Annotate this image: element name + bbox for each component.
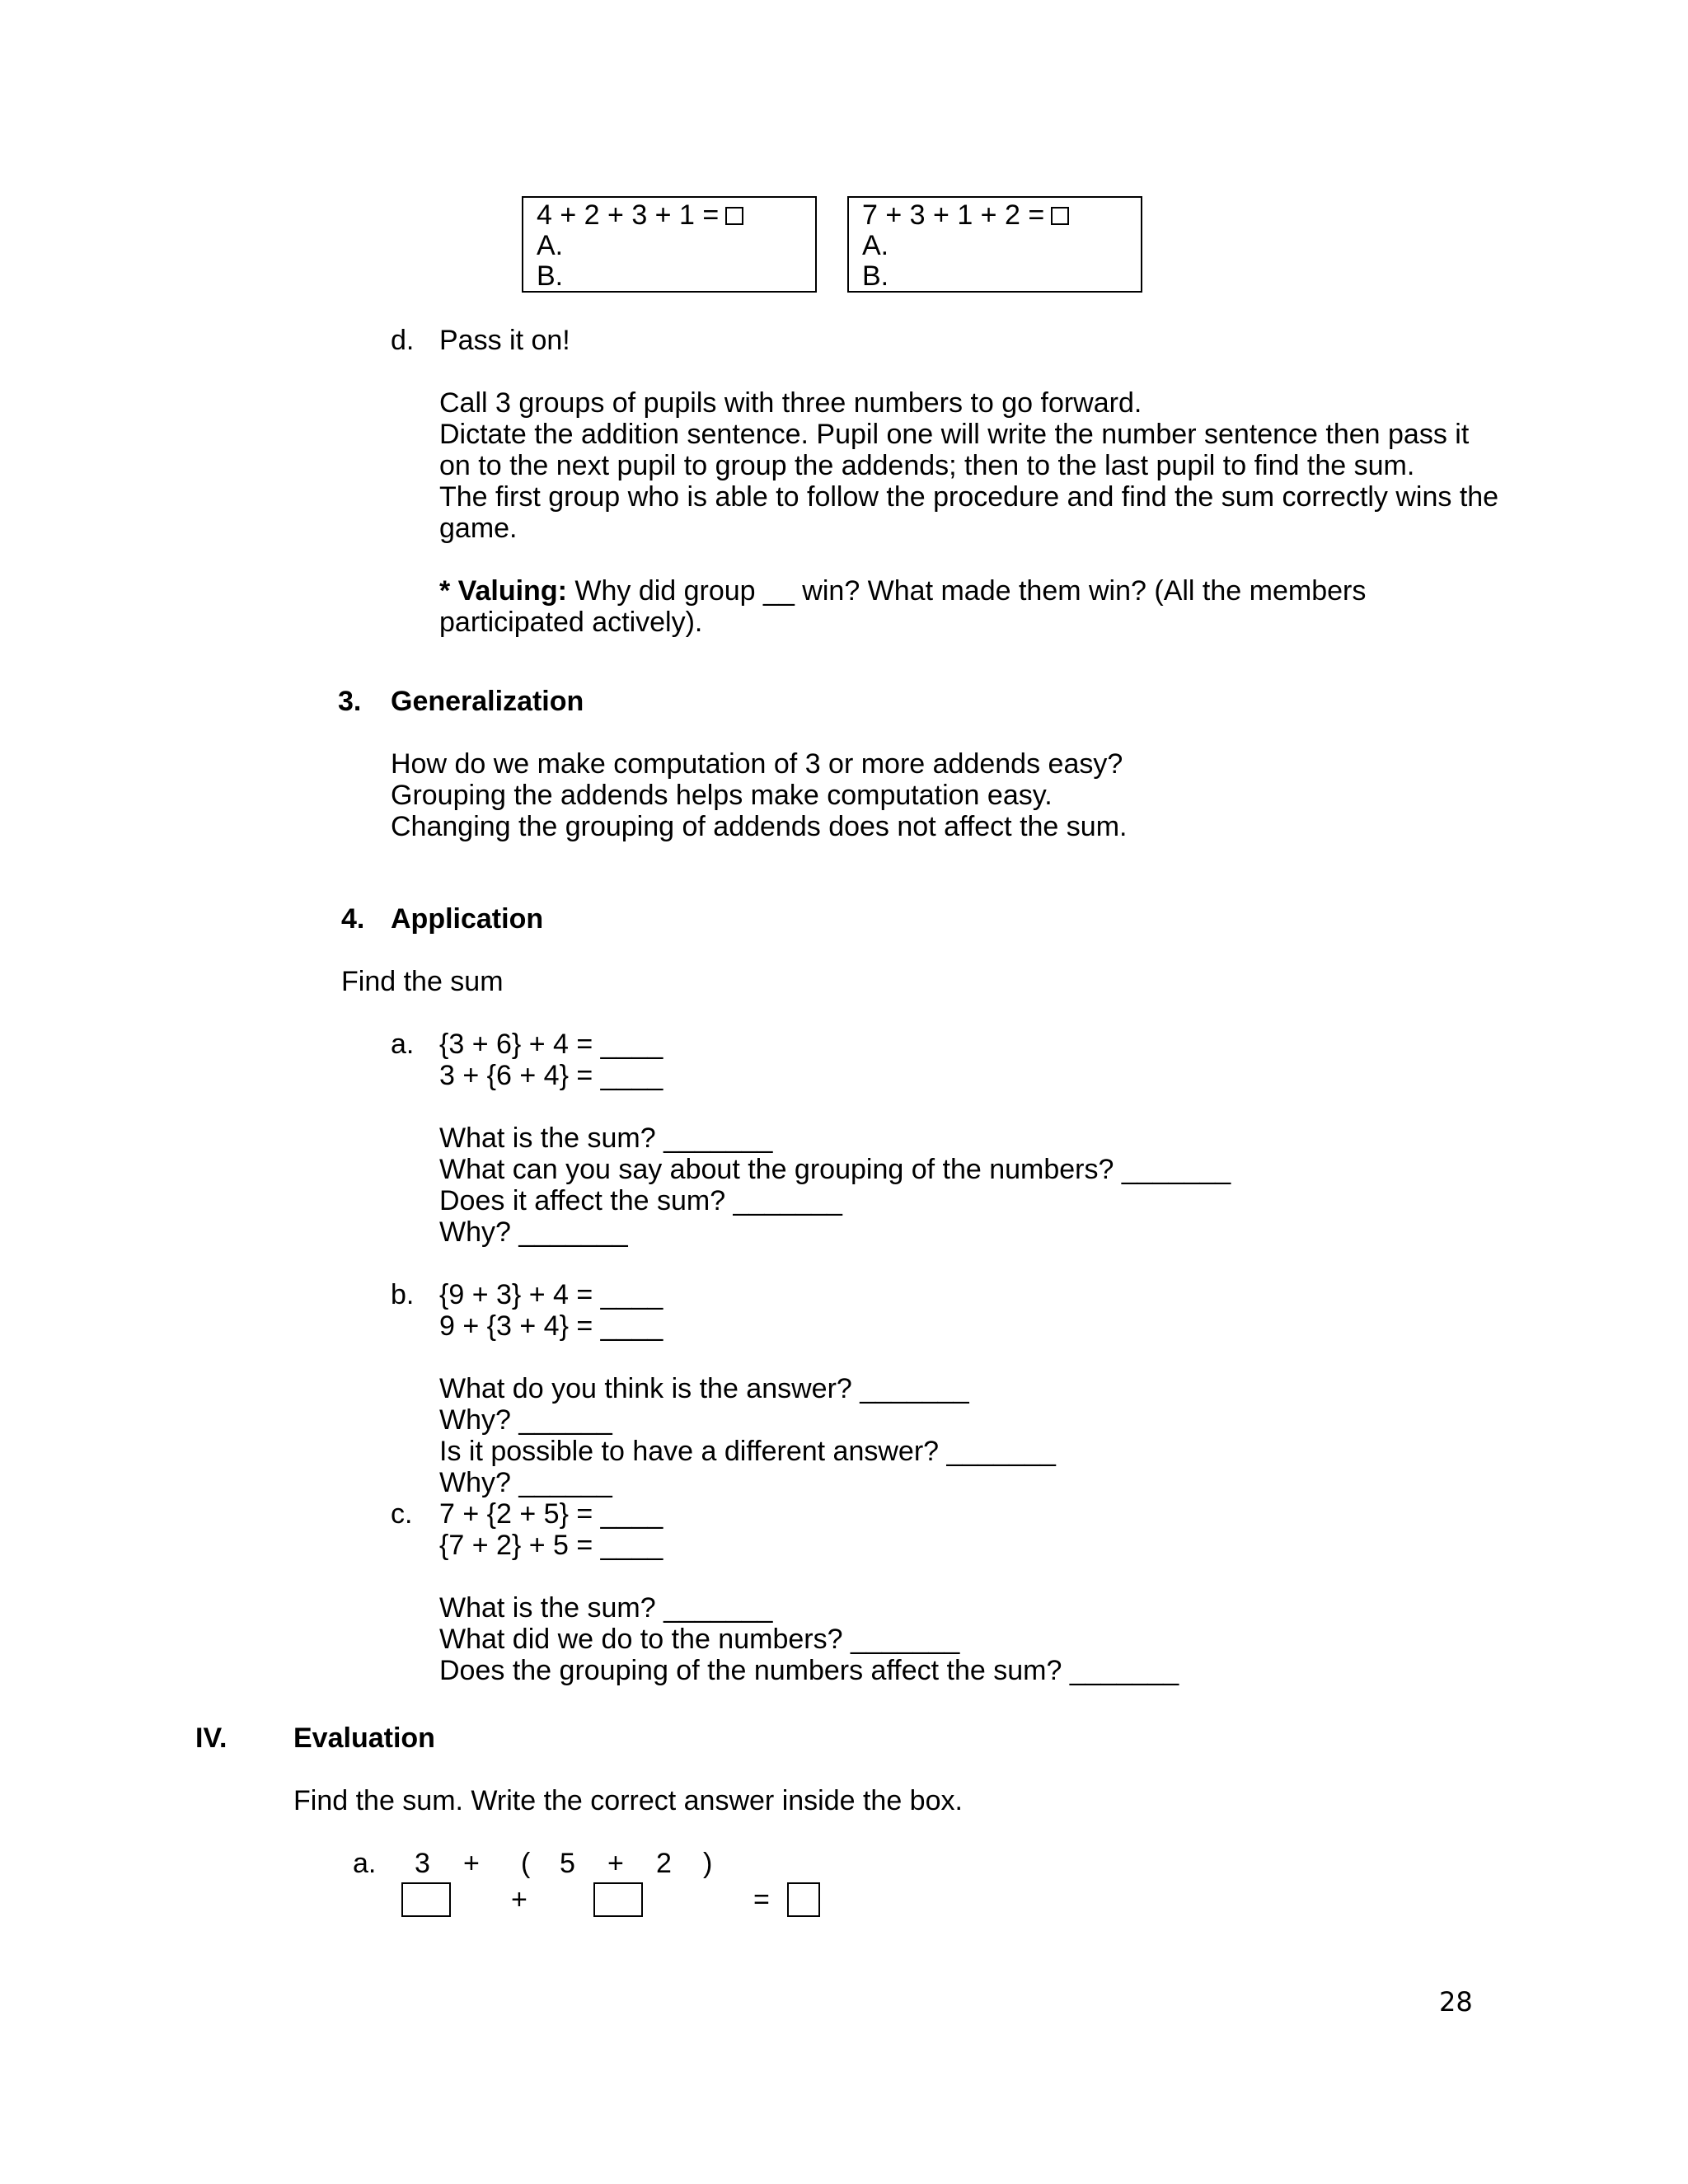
paragraph-line: game. <box>439 513 518 544</box>
paragraph-line: The first group who is able to follow the procedure and find the sum correctly wins the <box>439 481 1499 513</box>
plus-sign: + <box>511 1884 528 1915</box>
generalization-line: Changing the grouping of addends does not affect the sum. <box>391 811 1128 842</box>
equation-line: {9 + 3} + 4 = ____ <box>439 1279 663 1310</box>
equation-box-2 <box>847 196 1142 293</box>
box-line-b: B. <box>537 260 564 292</box>
equation-line: {7 + 2} + 5 = ____ <box>439 1530 663 1561</box>
expr-token: 2 <box>656 1848 672 1879</box>
paragraph-line: Call 3 groups of pupils with three numbers to go forward. <box>439 387 1142 419</box>
paragraph-line: on to the next pupil to group the addends; then to the last pupil to find the sum. <box>439 450 1415 481</box>
generalization-heading: Generalization <box>391 686 584 717</box>
answer-box[interactable] <box>593 1882 643 1917</box>
valuing-line <box>439 575 1366 607</box>
equation-line: {3 + 6} + 4 = ____ <box>439 1029 663 1060</box>
question-line: Why? ______ <box>439 1467 612 1498</box>
question-line: What did we do to the numbers? _______ <box>439 1624 960 1655</box>
answer-box[interactable] <box>787 1882 820 1917</box>
expr-token: + <box>463 1848 480 1879</box>
question-line: Why? ______ <box>439 1404 612 1436</box>
question-line: What is the sum? _______ <box>439 1122 773 1154</box>
generalization-line: Grouping the addends helps make computation easy. <box>391 780 1053 811</box>
paragraph-line: Dictate the addition sentence. Pupil one will write the number sentence then pass it <box>439 419 1470 450</box>
answer-box[interactable] <box>401 1882 451 1917</box>
application-heading: Application <box>391 903 544 935</box>
answer-square-icon <box>725 207 743 225</box>
generalization-line: How do we make computation of 3 or more addends easy? <box>391 748 1123 780</box>
box-line-a: A. <box>862 230 889 261</box>
item-marker: b. <box>391 1279 415 1310</box>
question-line: What can you say about the grouping of the numbers? _______ <box>439 1154 1231 1185</box>
page-number: 28 <box>1439 1986 1473 2018</box>
expr-token: + <box>607 1848 624 1879</box>
pass-it-on-title: Pass it on! <box>439 325 570 356</box>
question-line: Does the grouping of the numbers affect the sum? _______ <box>439 1655 1179 1686</box>
section-number: 4. <box>341 903 365 935</box>
equation-line: 9 + {3 + 4} = ____ <box>439 1310 663 1342</box>
answer-square-icon <box>1051 207 1069 225</box>
question-line: What is the sum? _______ <box>439 1592 773 1624</box>
box-line-a: A. <box>537 230 564 261</box>
item-marker: a. <box>353 1848 377 1879</box>
section-number: IV. <box>195 1722 227 1754</box>
equation-line: 3 + {6 + 4} = ____ <box>439 1060 663 1091</box>
valuing-line-2: participated actively). <box>439 607 703 638</box>
valuing-label: * Valuing: <box>439 575 567 607</box>
valuing-text: Why did group __ win? What made them win? (All the members <box>566 575 1367 607</box>
question-line: Is it possible to have a different answer? _______ <box>439 1436 1056 1467</box>
box-equation: 4 + 2 + 3 + 1 = <box>537 199 743 231</box>
equation-line: 7 + {2 + 5} = ____ <box>439 1498 663 1530</box>
box-equation: 7 + 3 + 1 + 2 = <box>862 199 1069 231</box>
question-line: Does it affect the sum? _______ <box>439 1185 842 1216</box>
item-marker: d. <box>391 325 415 356</box>
expr-token: ) <box>703 1848 713 1879</box>
evaluation-instruction: Find the sum. Write the correct answer inside the box. <box>293 1785 963 1816</box>
question-line: What do you think is the answer? _______ <box>439 1373 969 1404</box>
evaluation-heading: Evaluation <box>293 1722 435 1754</box>
item-marker: c. <box>391 1498 413 1530</box>
expr-token: ( <box>521 1848 531 1879</box>
section-number: 3. <box>338 686 362 717</box>
question-line: Why? _______ <box>439 1216 628 1248</box>
item-marker: a. <box>391 1029 415 1060</box>
equation-box-1 <box>522 196 817 293</box>
equals-sign: = <box>753 1884 770 1915</box>
box-line-b: B. <box>862 260 889 292</box>
expr-token: 3 <box>415 1848 430 1879</box>
application-instruction: Find the sum <box>341 966 504 997</box>
expr-token: 5 <box>560 1848 575 1879</box>
